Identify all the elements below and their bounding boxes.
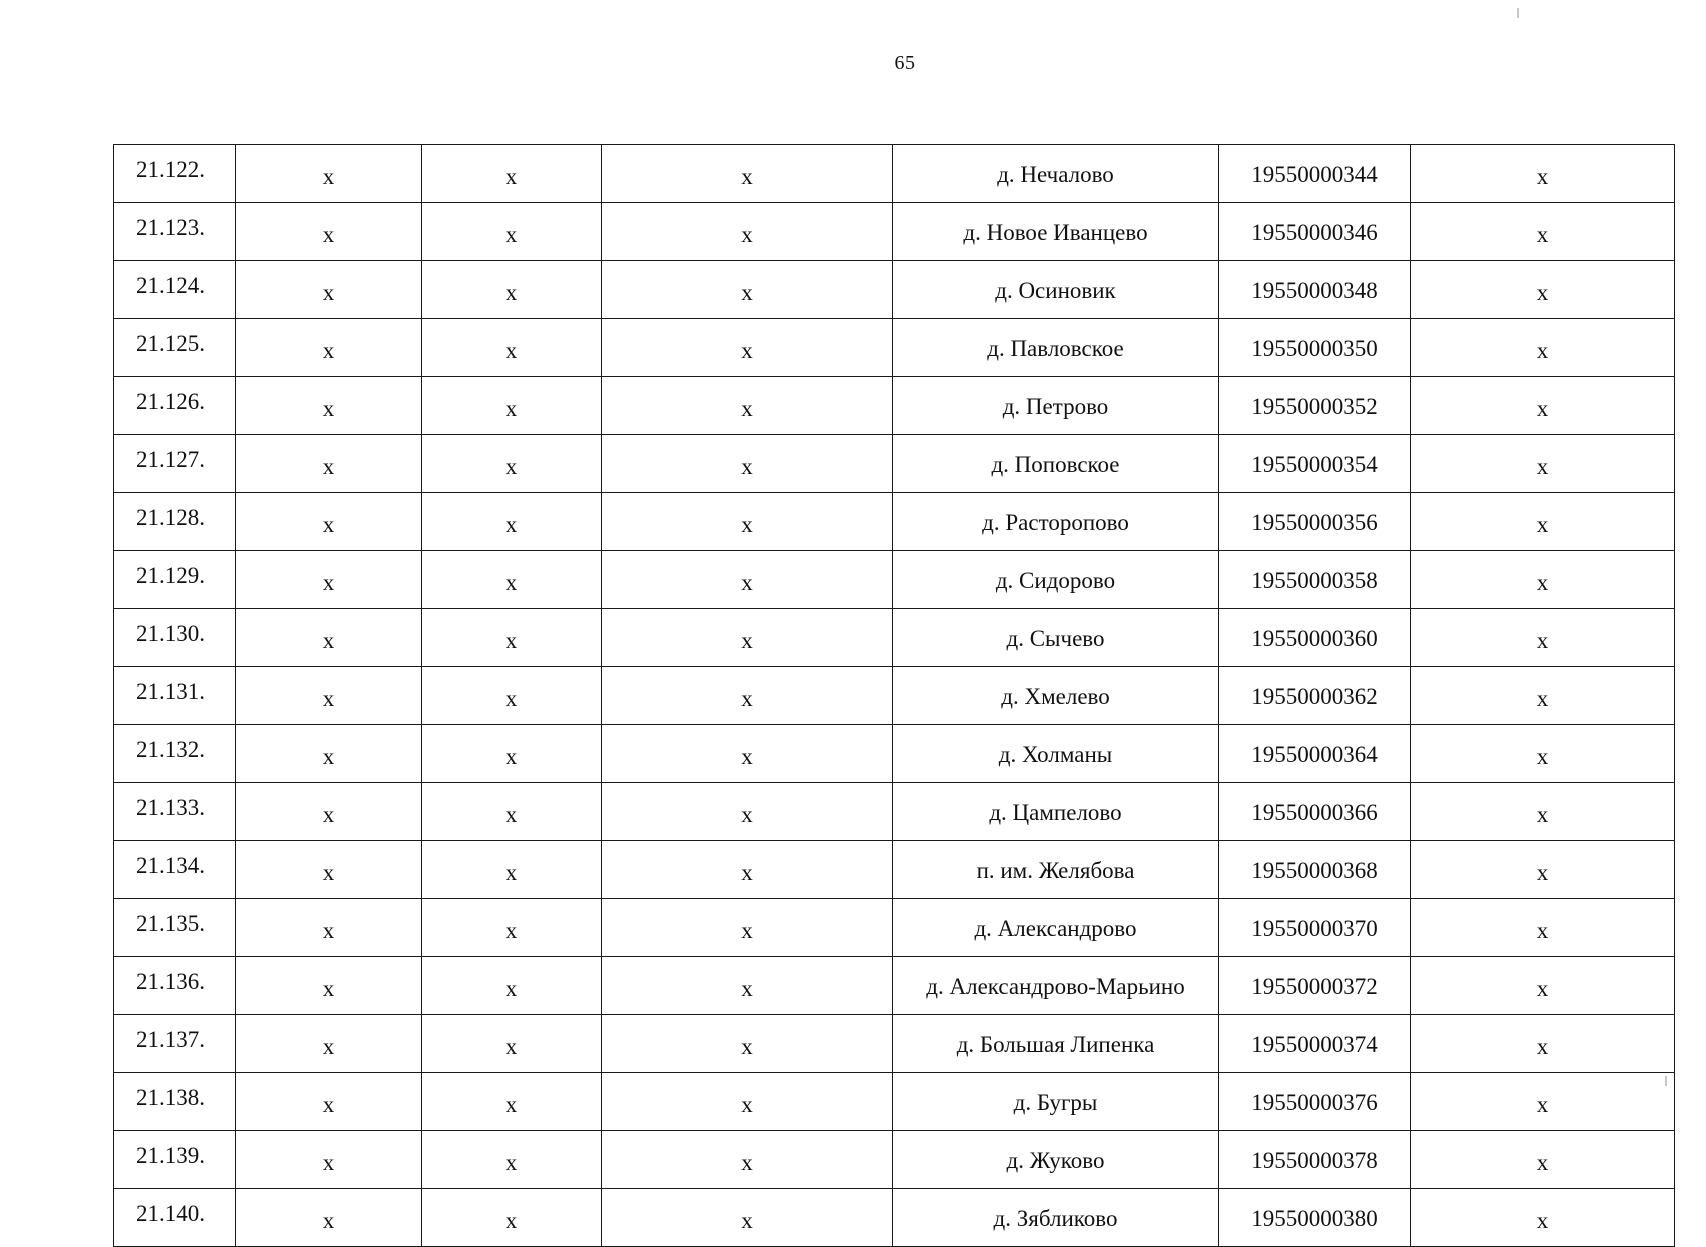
settlement-name-cell: д. Расторопово bbox=[893, 493, 1219, 551]
mark-cell: х bbox=[236, 1189, 422, 1247]
mark-cell: х bbox=[1411, 609, 1675, 667]
settlement-name-cell: д. Большая Липенка bbox=[893, 1015, 1219, 1073]
mark-cell: х bbox=[602, 435, 893, 493]
mark-cell: х bbox=[422, 783, 602, 841]
row-number-cell: 21.129. bbox=[114, 551, 236, 609]
table-row bbox=[114, 319, 1675, 377]
mark-cell: х bbox=[422, 145, 602, 203]
mark-cell: х bbox=[422, 957, 602, 1015]
mark-cell: х bbox=[602, 261, 893, 319]
settlement-code-cell: 19550000350 bbox=[1219, 319, 1411, 377]
settlement-registry-table bbox=[113, 144, 1675, 1247]
settlement-code-cell: 19550000370 bbox=[1219, 899, 1411, 957]
mark-cell: х bbox=[236, 261, 422, 319]
table-row bbox=[114, 435, 1675, 493]
settlement-name-cell: д. Цампелово bbox=[893, 783, 1219, 841]
mark-cell: х bbox=[1411, 377, 1675, 435]
mark-cell: х bbox=[236, 667, 422, 725]
settlement-code-cell: 19550000362 bbox=[1219, 667, 1411, 725]
row-number-cell: 21.133. bbox=[114, 783, 236, 841]
mark-cell: х bbox=[236, 551, 422, 609]
registry-table-body bbox=[114, 145, 1675, 1247]
settlement-name-cell: д. Новое Иванцево bbox=[893, 203, 1219, 261]
mark-cell: х bbox=[1411, 435, 1675, 493]
settlement-name-cell: д. Нечалово bbox=[893, 145, 1219, 203]
mark-cell: х bbox=[1411, 493, 1675, 551]
mark-cell: х bbox=[1411, 841, 1675, 899]
mark-cell: х bbox=[236, 783, 422, 841]
mark-cell: х bbox=[1411, 899, 1675, 957]
settlement-name-cell: д. Бугры bbox=[893, 1073, 1219, 1131]
row-number-cell: 21.128. bbox=[114, 493, 236, 551]
table-row bbox=[114, 203, 1675, 261]
mark-cell: х bbox=[422, 551, 602, 609]
mark-cell: х bbox=[1411, 1015, 1675, 1073]
mark-cell: х bbox=[422, 899, 602, 957]
mark-cell: х bbox=[236, 493, 422, 551]
row-number-cell: 21.138. bbox=[114, 1073, 236, 1131]
mark-cell: х bbox=[1411, 319, 1675, 377]
mark-cell: х bbox=[236, 725, 422, 783]
row-number-cell: 21.136. bbox=[114, 957, 236, 1015]
table-row bbox=[114, 261, 1675, 319]
mark-cell: х bbox=[422, 319, 602, 377]
settlement-name-cell: д. Петрово bbox=[893, 377, 1219, 435]
settlement-name-cell: д. Жуково bbox=[893, 1131, 1219, 1189]
mark-cell: х bbox=[236, 899, 422, 957]
mark-cell: х bbox=[1411, 957, 1675, 1015]
table-row bbox=[114, 1073, 1675, 1131]
mark-cell: х bbox=[602, 1073, 893, 1131]
row-number-cell: 21.131. bbox=[114, 667, 236, 725]
settlement-code-cell: 19550000356 bbox=[1219, 493, 1411, 551]
mark-cell: х bbox=[236, 435, 422, 493]
row-number-cell: 21.132. bbox=[114, 725, 236, 783]
settlement-name-cell: д. Поповское bbox=[893, 435, 1219, 493]
mark-cell: х bbox=[602, 783, 893, 841]
settlement-code-cell: 19550000348 bbox=[1219, 261, 1411, 319]
mark-cell: х bbox=[236, 841, 422, 899]
row-number-cell: 21.134. bbox=[114, 841, 236, 899]
settlement-code-cell: 19550000360 bbox=[1219, 609, 1411, 667]
table-row bbox=[114, 551, 1675, 609]
settlement-code-cell: 19550000380 bbox=[1219, 1189, 1411, 1247]
settlement-name-cell: п. им. Желябова bbox=[893, 841, 1219, 899]
settlement-name-cell: д. Сычево bbox=[893, 609, 1219, 667]
settlement-code-cell: 19550000366 bbox=[1219, 783, 1411, 841]
settlement-code-cell: 19550000376 bbox=[1219, 1073, 1411, 1131]
mark-cell: х bbox=[1411, 725, 1675, 783]
settlement-name-cell: д. Сидорово bbox=[893, 551, 1219, 609]
mark-cell: х bbox=[602, 1015, 893, 1073]
table-row bbox=[114, 1015, 1675, 1073]
settlement-code-cell: 19550000352 bbox=[1219, 377, 1411, 435]
row-number-cell: 21.125. bbox=[114, 319, 236, 377]
table-row bbox=[114, 1189, 1675, 1247]
row-number-cell: 21.123. bbox=[114, 203, 236, 261]
mark-cell: х bbox=[422, 1189, 602, 1247]
page-number: 65 bbox=[894, 52, 916, 74]
settlement-code-cell: 19550000368 bbox=[1219, 841, 1411, 899]
row-number-cell: 21.137. bbox=[114, 1015, 236, 1073]
mark-cell: х bbox=[422, 493, 602, 551]
mark-cell: х bbox=[602, 957, 893, 1015]
mark-cell: х bbox=[236, 145, 422, 203]
row-number-cell: 21.127. bbox=[114, 435, 236, 493]
table-row bbox=[114, 1131, 1675, 1189]
mark-cell: х bbox=[422, 261, 602, 319]
row-number-cell: 21.124. bbox=[114, 261, 236, 319]
mark-cell: х bbox=[422, 377, 602, 435]
settlement-code-cell: 19550000374 bbox=[1219, 1015, 1411, 1073]
mark-cell: х bbox=[602, 319, 893, 377]
settlement-code-cell: 19550000344 bbox=[1219, 145, 1411, 203]
mark-cell: х bbox=[602, 203, 893, 261]
table-row bbox=[114, 957, 1675, 1015]
mark-cell: х bbox=[1411, 203, 1675, 261]
mark-cell: х bbox=[1411, 1189, 1675, 1247]
table-row bbox=[114, 841, 1675, 899]
settlement-code-cell: 19550000346 bbox=[1219, 203, 1411, 261]
settlement-code-cell: 19550000354 bbox=[1219, 435, 1411, 493]
table-row bbox=[114, 667, 1675, 725]
mark-cell: х bbox=[1411, 1131, 1675, 1189]
mark-cell: х bbox=[236, 377, 422, 435]
row-number-cell: 21.122. bbox=[114, 145, 236, 203]
mark-cell: х bbox=[602, 1131, 893, 1189]
table-row bbox=[114, 609, 1675, 667]
table-row bbox=[114, 377, 1675, 435]
mark-cell: х bbox=[422, 609, 602, 667]
mark-cell: х bbox=[422, 841, 602, 899]
mark-cell: х bbox=[236, 1131, 422, 1189]
settlement-name-cell: д. Осиновик bbox=[893, 261, 1219, 319]
row-number-cell: 21.126. bbox=[114, 377, 236, 435]
table-row bbox=[114, 725, 1675, 783]
table-row bbox=[114, 145, 1675, 203]
mark-cell: х bbox=[236, 319, 422, 377]
mark-cell: х bbox=[1411, 667, 1675, 725]
mark-cell: х bbox=[1411, 261, 1675, 319]
mark-cell: х bbox=[602, 725, 893, 783]
settlement-name-cell: д. Александрово bbox=[893, 899, 1219, 957]
settlement-code-cell: 19550000364 bbox=[1219, 725, 1411, 783]
mark-cell: х bbox=[1411, 1073, 1675, 1131]
mark-cell: х bbox=[602, 609, 893, 667]
mark-cell: х bbox=[236, 1073, 422, 1131]
mark-cell: х bbox=[602, 493, 893, 551]
mark-cell: х bbox=[602, 667, 893, 725]
mark-cell: х bbox=[422, 1073, 602, 1131]
settlement-name-cell: д. Холманы bbox=[893, 725, 1219, 783]
mark-cell: х bbox=[602, 1189, 893, 1247]
settlement-name-cell: д. Хмелево bbox=[893, 667, 1219, 725]
mark-cell: х bbox=[422, 1131, 602, 1189]
settlement-name-cell: д. Павловское bbox=[893, 319, 1219, 377]
mark-cell: х bbox=[602, 841, 893, 899]
mark-cell: х bbox=[602, 551, 893, 609]
row-number-cell: 21.140. bbox=[114, 1189, 236, 1247]
settlement-name-cell: д. Зябликово bbox=[893, 1189, 1219, 1247]
settlement-code-cell: 19550000378 bbox=[1219, 1131, 1411, 1189]
mark-cell: х bbox=[602, 377, 893, 435]
mark-cell: х bbox=[1411, 783, 1675, 841]
mark-cell: х bbox=[422, 203, 602, 261]
scan-artifact-mark bbox=[1517, 8, 1519, 18]
settlement-code-cell: 19550000372 bbox=[1219, 957, 1411, 1015]
settlement-code-cell: 19550000358 bbox=[1219, 551, 1411, 609]
mark-cell: х bbox=[236, 203, 422, 261]
mark-cell: х bbox=[422, 725, 602, 783]
table-row bbox=[114, 493, 1675, 551]
mark-cell: х bbox=[1411, 145, 1675, 203]
row-number-cell: 21.139. bbox=[114, 1131, 236, 1189]
table-row bbox=[114, 783, 1675, 841]
mark-cell: х bbox=[422, 435, 602, 493]
row-number-cell: 21.130. bbox=[114, 609, 236, 667]
mark-cell: х bbox=[602, 899, 893, 957]
mark-cell: х bbox=[236, 957, 422, 1015]
settlement-name-cell: д. Александрово-Марьино bbox=[893, 957, 1219, 1015]
mark-cell: х bbox=[1411, 551, 1675, 609]
mark-cell: х bbox=[236, 609, 422, 667]
table-row bbox=[114, 899, 1675, 957]
row-number-cell: 21.135. bbox=[114, 899, 236, 957]
mark-cell: х bbox=[422, 667, 602, 725]
mark-cell: х bbox=[602, 145, 893, 203]
mark-cell: х bbox=[236, 1015, 422, 1073]
mark-cell: х bbox=[422, 1015, 602, 1073]
